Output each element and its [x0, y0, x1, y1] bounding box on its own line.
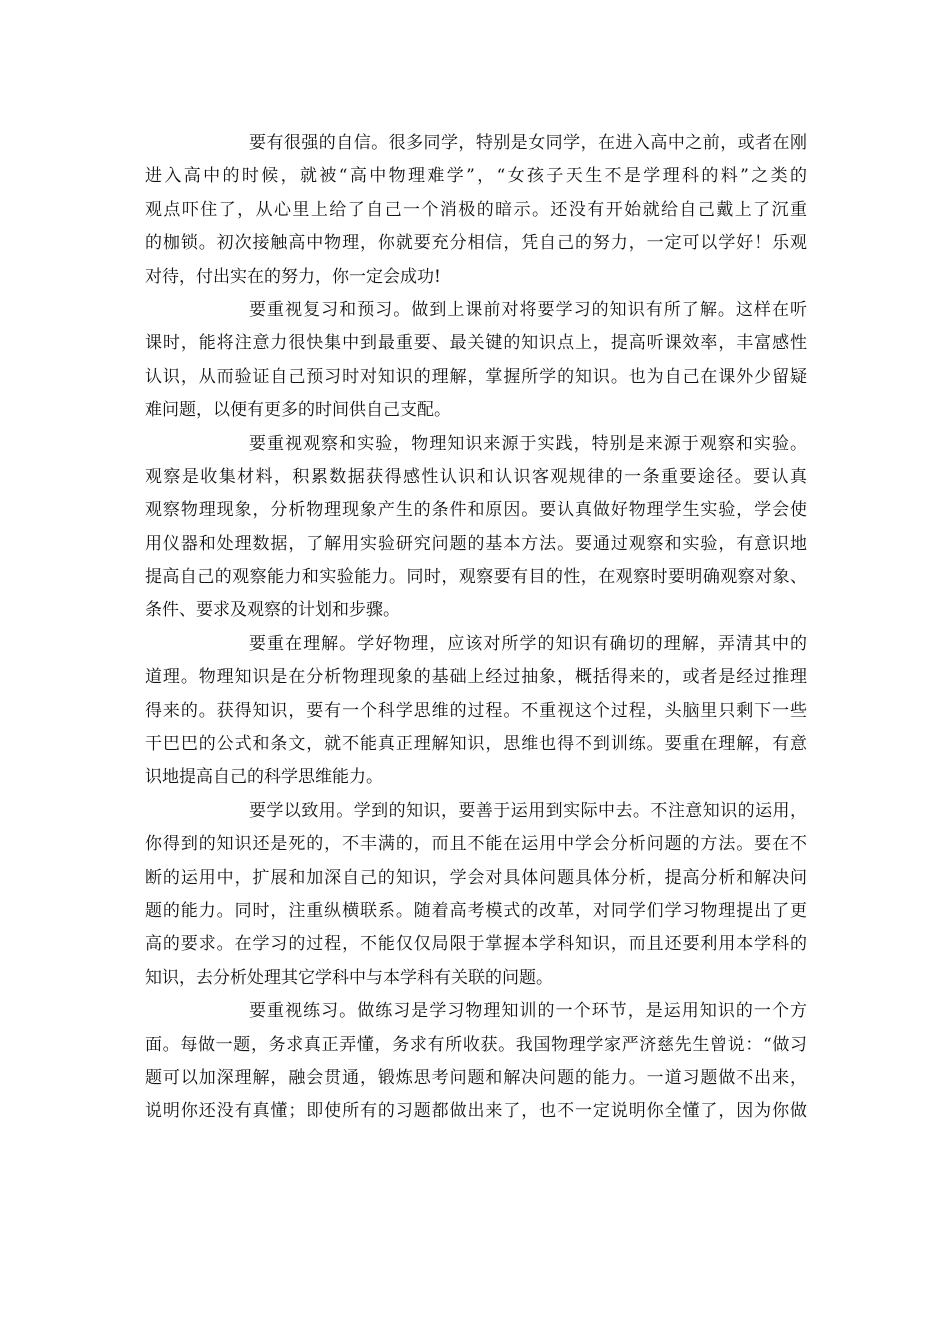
- paragraph-line: 要学以致用。学到的知识，要善于运用到实际中去。不注意知识的运用，: [249, 800, 807, 821]
- paragraph: [145, 795, 807, 995]
- paragraph-line: 对待，付出实在的努力，你一定会成功!: [145, 266, 441, 287]
- paragraph-line: 用仪器和处理数据，了解用实验研究问题的基本方法。要通过观察和实验，有意识地: [145, 533, 807, 554]
- paragraph-line: 进入高中的时候，就被“高中物理难学”，“女孩子天生不是学理科的料”之类的: [145, 166, 807, 187]
- paragraph-line: 认识，从而验证自己预习时对知识的理解，掌握所学的知识。也为自己在课外少留疑: [145, 366, 807, 387]
- paragraph: [145, 294, 807, 428]
- paragraph: [145, 127, 807, 294]
- paragraph-line: 高的要求。在学习的过程，不能仅仅局限于掌握本学科知识，而且还要利用本学科的: [145, 934, 807, 955]
- paragraph-line: 题可以加深理解，融会贯通，锻炼思考问题和解决问题的能力。一道习题做不出来，: [145, 1067, 807, 1088]
- paragraph-line: 要重视观察和实验，物理知识来源于实践，特别是来源于观察和实验。: [249, 433, 807, 454]
- paragraph-line: 观点吓住了，从心里上给了自己一个消极的暗示。还没有开始就给自己戴上了沉重: [145, 199, 807, 220]
- paragraph-line: 要重在理解。学好物理，应该对所学的知识有确切的理解，弄清其中的: [249, 633, 807, 654]
- paragraph-line: 难问题，以便有更多的时间供自己支配。: [145, 400, 451, 421]
- paragraph-line: 你得到的知识还是死的，不丰满的，而且不能在运用中学会分析问题的方法。要在不: [145, 834, 807, 855]
- document-body: [145, 127, 807, 1129]
- paragraph: [145, 428, 807, 628]
- paragraph-line: 的枷锁。初次接触高中物理，你就要充分相信，凭自己的努力，一定可以学好！乐观: [145, 233, 807, 254]
- paragraph-line: 题的能力。同时，注重纵横联系。随着高考模式的改革，对同学们学习物理提出了更: [145, 900, 807, 921]
- paragraph-line: 面。每做一题，务求真正弄懂，务求有所收获。我国物理学家严济慈先生曾说：“做习: [145, 1034, 807, 1055]
- paragraph-line: 观察是收集材料，积累数据获得感性认识和认识客观规律的一条重要途径。要认真: [145, 466, 807, 487]
- paragraph-line: 课时，能将注意力很快集中到最重要、最关键的知识点上，提高听课效率，丰富感性: [145, 333, 807, 354]
- paragraph-line: 要重视复习和预习。做到上课前对将要学习的知识有所了解。这样在听: [249, 299, 807, 320]
- paragraph: [145, 628, 807, 795]
- paragraph-line: 说明你还没有真懂；即使所有的习题都做出来了，也不一定说明你全懂了，因为你做: [145, 1101, 807, 1122]
- paragraph-line: 干巴巴的公式和条文，就不能真正理解知识，思维也得不到训练。要重在理解，有意: [145, 734, 807, 755]
- paragraph-line: 提高自己的观察能力和实验能力。同时，观察要有目的性，在观察时要明确观察对象、: [145, 567, 807, 588]
- paragraph-line: 识地提高自己的科学思维能力。: [145, 767, 383, 788]
- paragraph-line: 知识，去分析处理其它学科中与本学科有关联的问题。: [145, 967, 553, 988]
- paragraph-line: 条件、要求及观察的计划和步骤。: [145, 600, 400, 621]
- paragraph-line: 断的运用中，扩展和加深自己的知识，学会对具体问题具体分析，提高分析和解决问: [145, 867, 807, 888]
- paragraph-line: 要重视练习。做练习是学习物理知训的一个环节，是运用知识的一个方: [249, 1001, 807, 1022]
- paragraph: [145, 995, 807, 1129]
- paragraph-line: 观察物理现象，分析物理现象产生的条件和原因。要认真做好物理学生实验，学会使: [145, 500, 807, 521]
- paragraph-line: 道理。物理知识是在分析物理现象的基础上经过抽象，概括得来的，或者是经过推理: [145, 667, 807, 688]
- paragraph-line: 要有很强的自信。很多同学，特别是女同学，在进入高中之前，或者在刚: [249, 133, 807, 153]
- paragraph-line: 得来的。获得知识，要有一个科学思维的过程。不重视这个过程，头脑里只剩下一些: [145, 700, 807, 721]
